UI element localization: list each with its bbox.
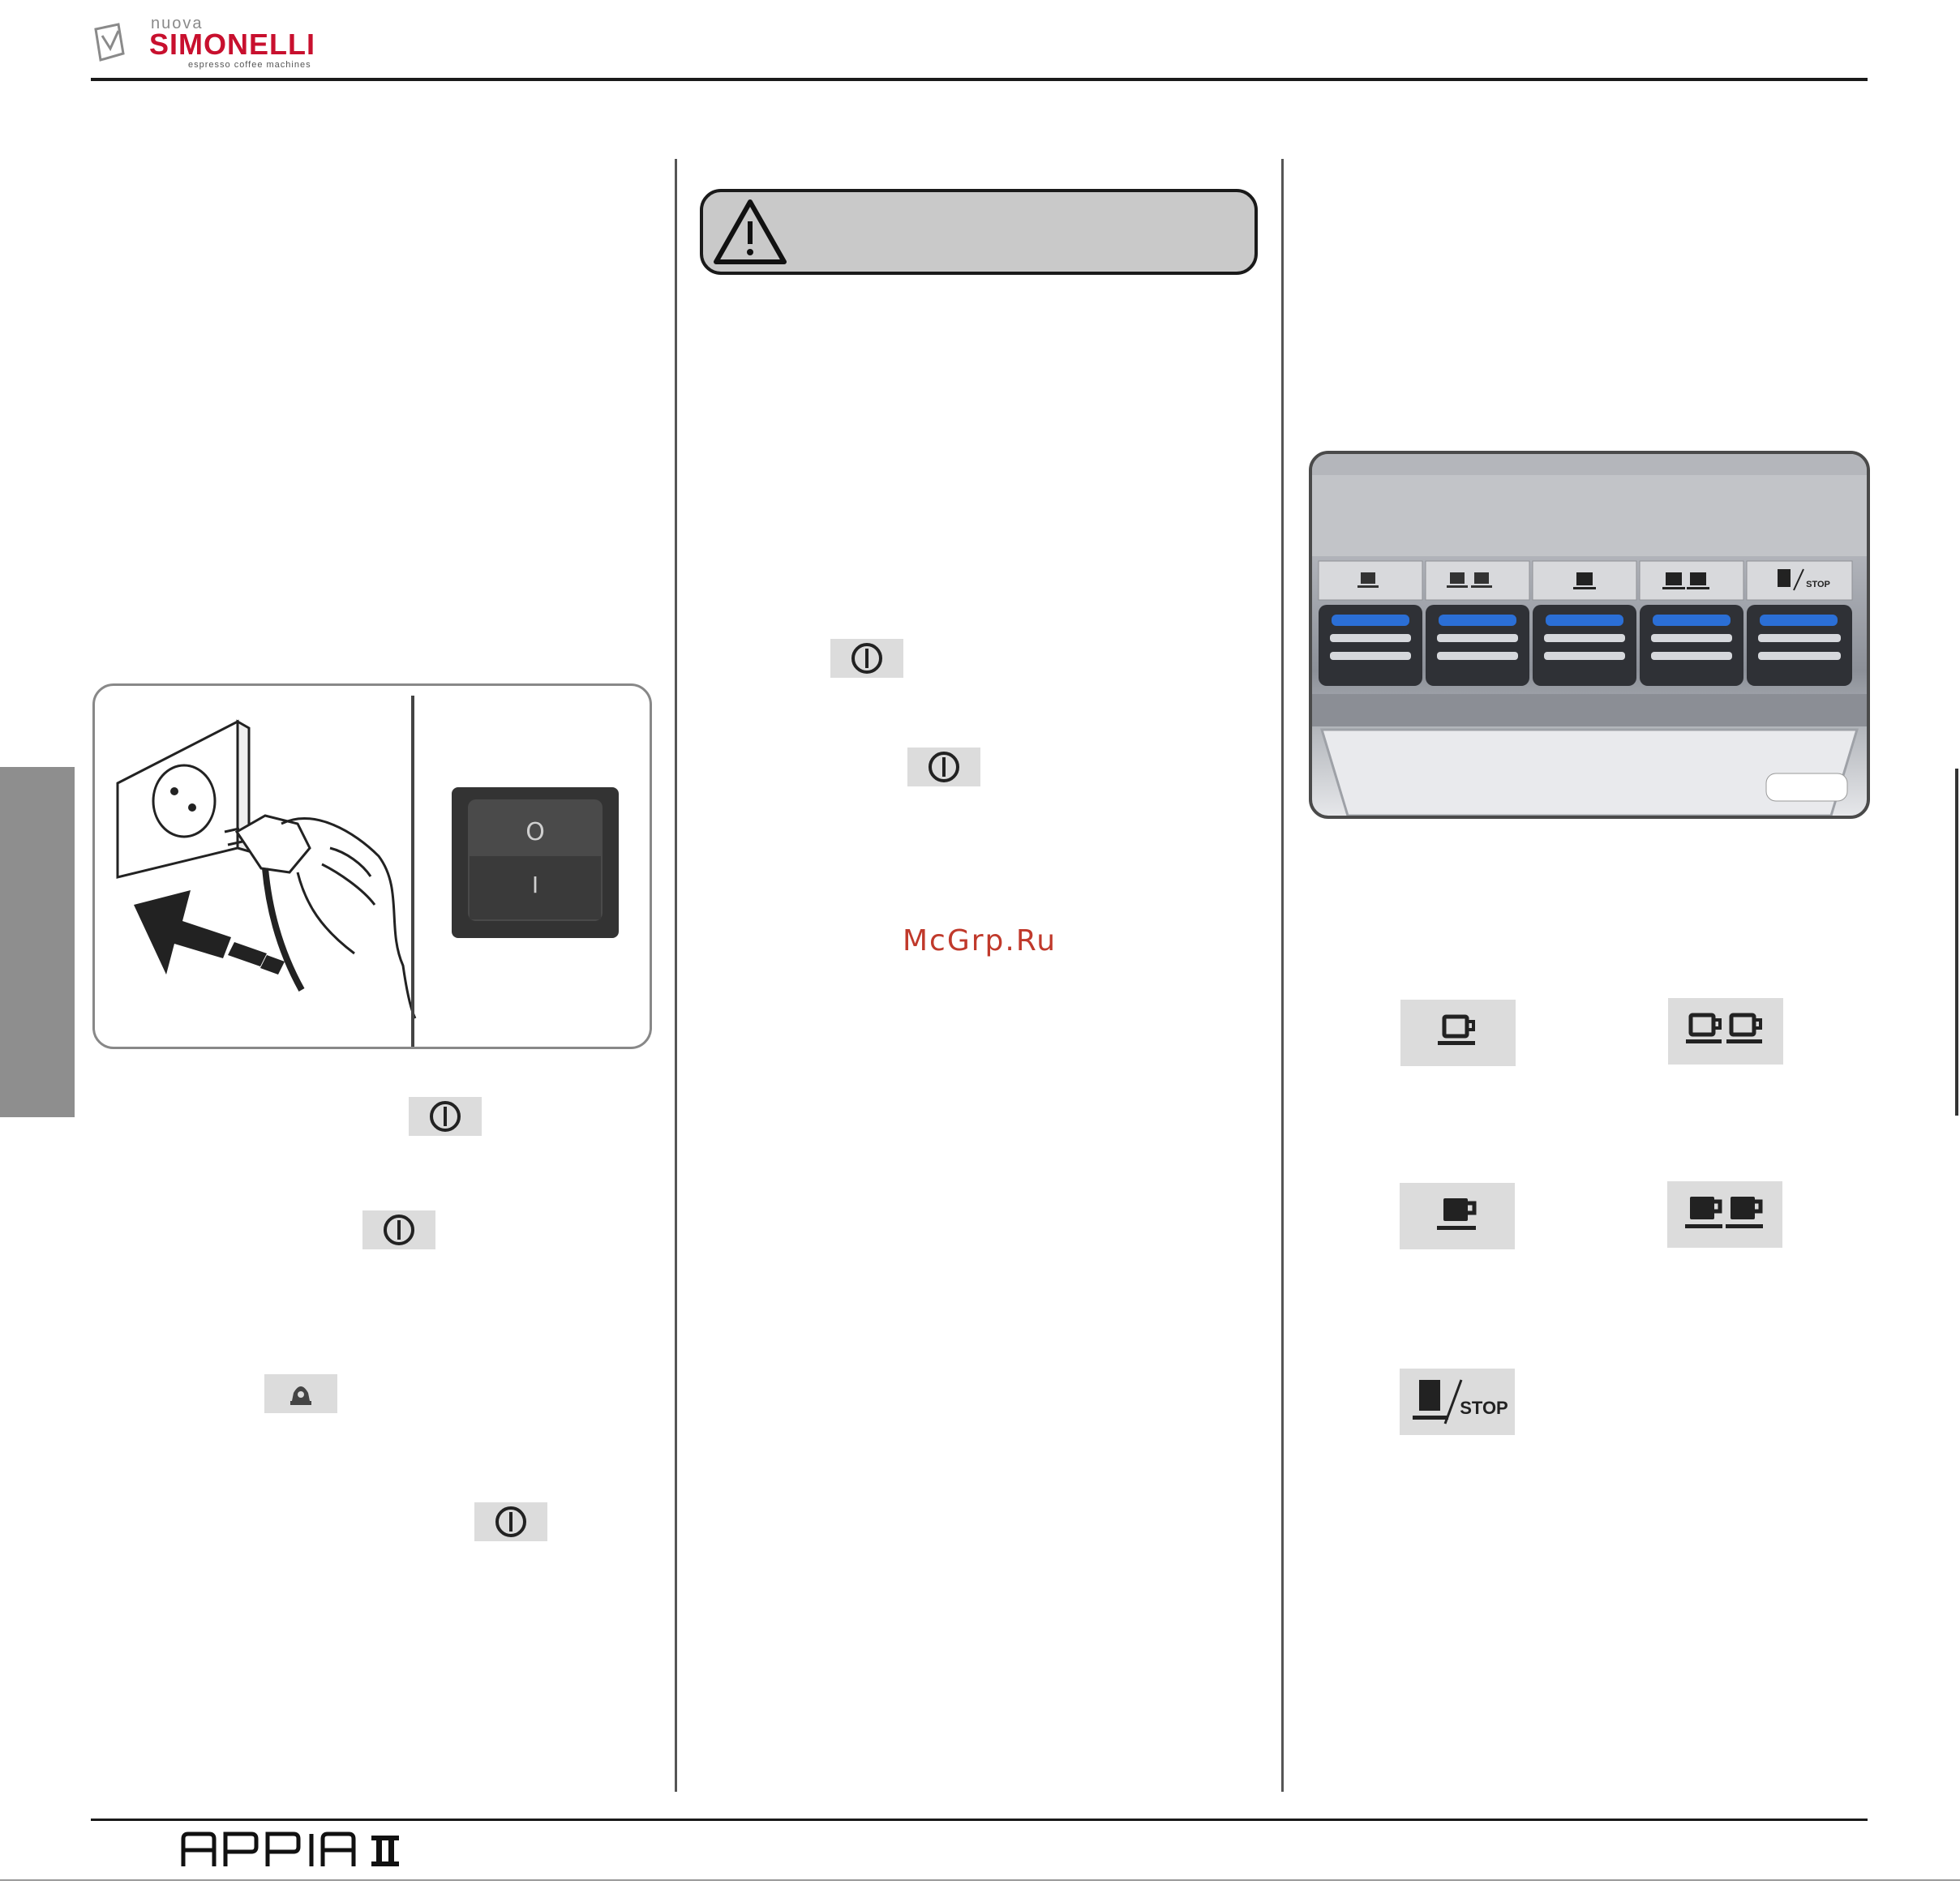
warning-triangle-icon [711, 197, 789, 267]
power-button-icon [380, 1211, 418, 1249]
single-short-key-chip [1400, 1000, 1516, 1066]
brand-logo [91, 15, 375, 71]
keypad-panel-photo [1309, 451, 1870, 819]
continuous-stop-key-chip [1400, 1369, 1515, 1435]
steam-boiler-icon [282, 1375, 320, 1412]
footer-rule [91, 1819, 1868, 1821]
plug-hand-icon [225, 816, 415, 1018]
power-key-chip-1 [409, 1097, 482, 1136]
power-button-icon [492, 1503, 530, 1540]
keypad-panel-drawing [1312, 454, 1867, 816]
steam-key-chip [264, 1374, 337, 1413]
key-double-long[interactable] [1640, 605, 1743, 686]
panel-stop-label: STOP [1806, 580, 1830, 589]
bottom-edge-line [0, 1879, 1960, 1881]
plug-and-switch-drawing [95, 686, 652, 1049]
rocker-switch-icon [452, 787, 619, 938]
key-single-short[interactable] [1319, 605, 1422, 686]
double-long-key-chip [1667, 1181, 1782, 1248]
switch-off-label: O [525, 818, 545, 846]
column-divider-right [1281, 159, 1284, 1792]
section-tab-edge [1955, 769, 1958, 1116]
power-key-chip-3 [474, 1502, 547, 1541]
double-cup-icon [1681, 1007, 1770, 1056]
power-key-chip-5 [907, 748, 980, 786]
single-cup-icon [1421, 1192, 1494, 1240]
single-long-key-chip [1400, 1183, 1515, 1249]
key-continuous-stop[interactable] [1747, 605, 1852, 686]
power-button-icon [848, 640, 886, 677]
double-cup-icon [1680, 1190, 1769, 1239]
power-button-icon [925, 748, 963, 786]
section-tab [0, 767, 75, 1117]
stop-label: STOP [1460, 1398, 1508, 1418]
key-label-strip [1319, 561, 1852, 600]
push-arrow-icon [134, 890, 285, 975]
power-key-chip-4 [830, 639, 903, 678]
wall-socket-icon [118, 722, 249, 877]
panel-label-tag [1766, 773, 1847, 801]
footer-model-logo [180, 1831, 415, 1870]
warning-box [700, 189, 1258, 275]
coffee-keys[interactable] [1319, 605, 1852, 686]
single-cup-icon [1422, 1009, 1495, 1057]
brand-tagline: espresso coffee machines [188, 60, 311, 70]
simonelli-mark-icon [91, 21, 139, 66]
column-divider-left [675, 159, 677, 1792]
power-button-icon [427, 1098, 464, 1135]
appia-logo-icon [180, 1831, 415, 1870]
header-rule [91, 78, 1868, 81]
power-key-chip-2 [362, 1210, 435, 1249]
switch-on-label: I [531, 872, 539, 898]
brand-name: SIMONELLI [149, 28, 315, 61]
double-short-key-chip [1668, 998, 1783, 1065]
power-connection-illustration [92, 683, 652, 1049]
continuous-stop-icon [1405, 1373, 1510, 1430]
brand-prefix: nuova [151, 15, 204, 32]
key-single-long[interactable] [1533, 605, 1636, 686]
watermark-text: McGrp.Ru [903, 924, 1057, 957]
key-double-short[interactable] [1426, 605, 1529, 686]
